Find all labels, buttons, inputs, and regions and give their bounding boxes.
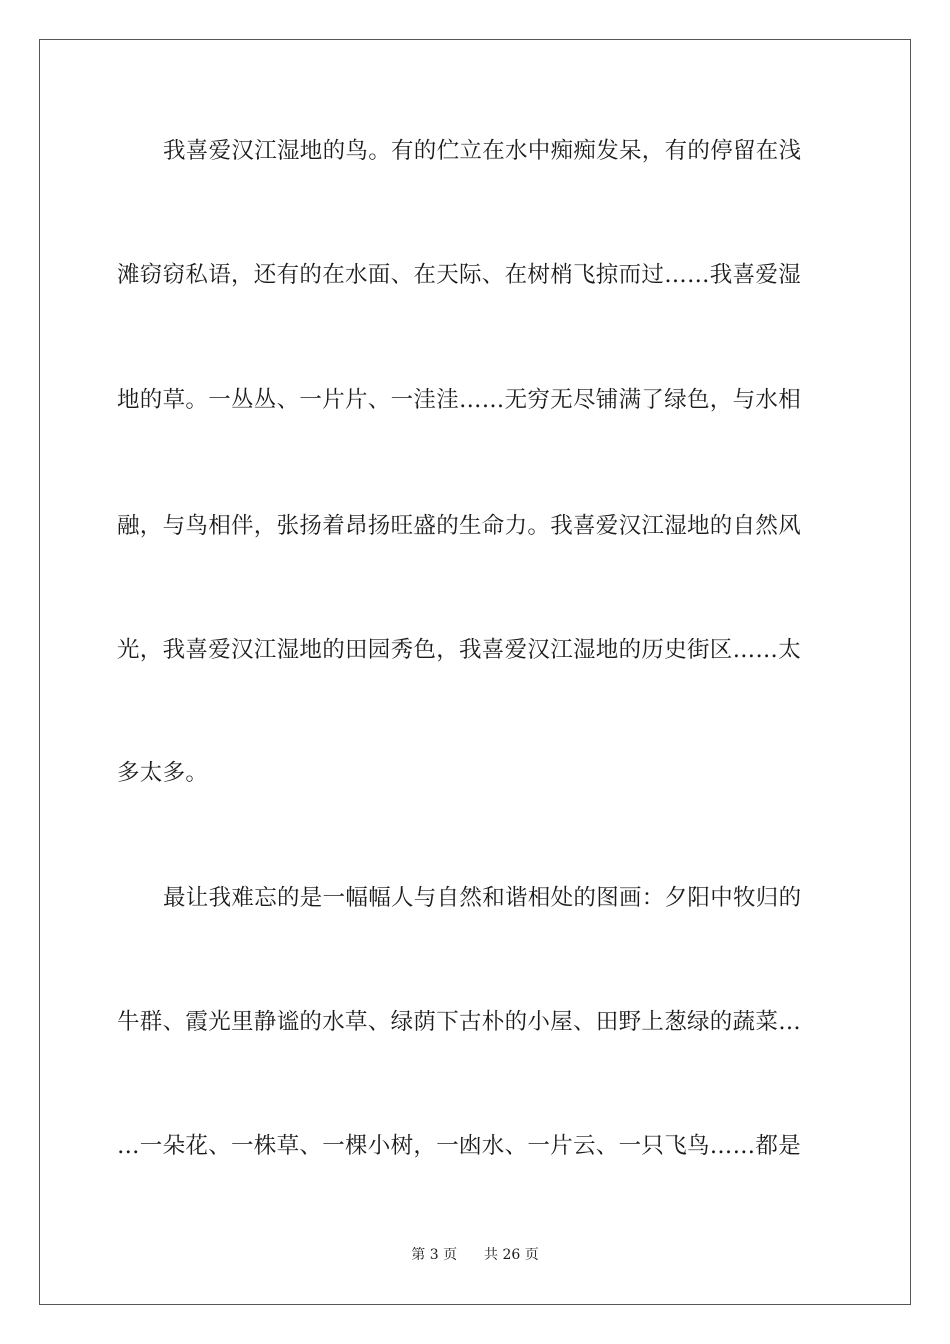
paragraph-2-line-3: …一朵花、一株草、一棵小树，一凼水、一片云、一只飞鸟……都是: [117, 1133, 802, 1159]
page-border: [39, 39, 911, 1305]
paragraph-1-line-2: 滩窃窃私语，还有的在水面、在天际、在树梢飞掠而过……我喜爱湿: [117, 262, 802, 288]
paragraph-1-line-3: 地的草。一丛丛、一片片、一洼洼……无穷无尽铺满了绿色，与水相: [117, 387, 802, 413]
paragraph-1-line-5: 光，我喜爱汉江湿地的田园秀色，我喜爱汉江湿地的历史街区……太: [117, 637, 802, 663]
paragraph-1-line-4: 融，与鸟相伴，张扬着昂扬旺盛的生命力。我喜爱汉江湿地的自然风: [117, 513, 802, 539]
paragraph-2-line-1: 最让我难忘的是一幅幅人与自然和谐相处的图画：夕阳中牧归的: [163, 885, 802, 911]
paragraph-1-line-1: 我喜爱汉江湿地的鸟。有的伫立在水中痴痴发呆，有的停留在浅: [163, 138, 802, 164]
paragraph-1-line-6: 多太多。: [117, 760, 209, 786]
page-footer: [0, 1245, 950, 1265]
paragraph-2-line-2: 牛群、霞光里静谧的水草、绿荫下古朴的小屋、田野上葱绿的蔬菜…: [117, 1009, 802, 1035]
page-number: 第 3 页: [411, 1247, 458, 1263]
page-total: 共 26 页: [484, 1247, 539, 1263]
